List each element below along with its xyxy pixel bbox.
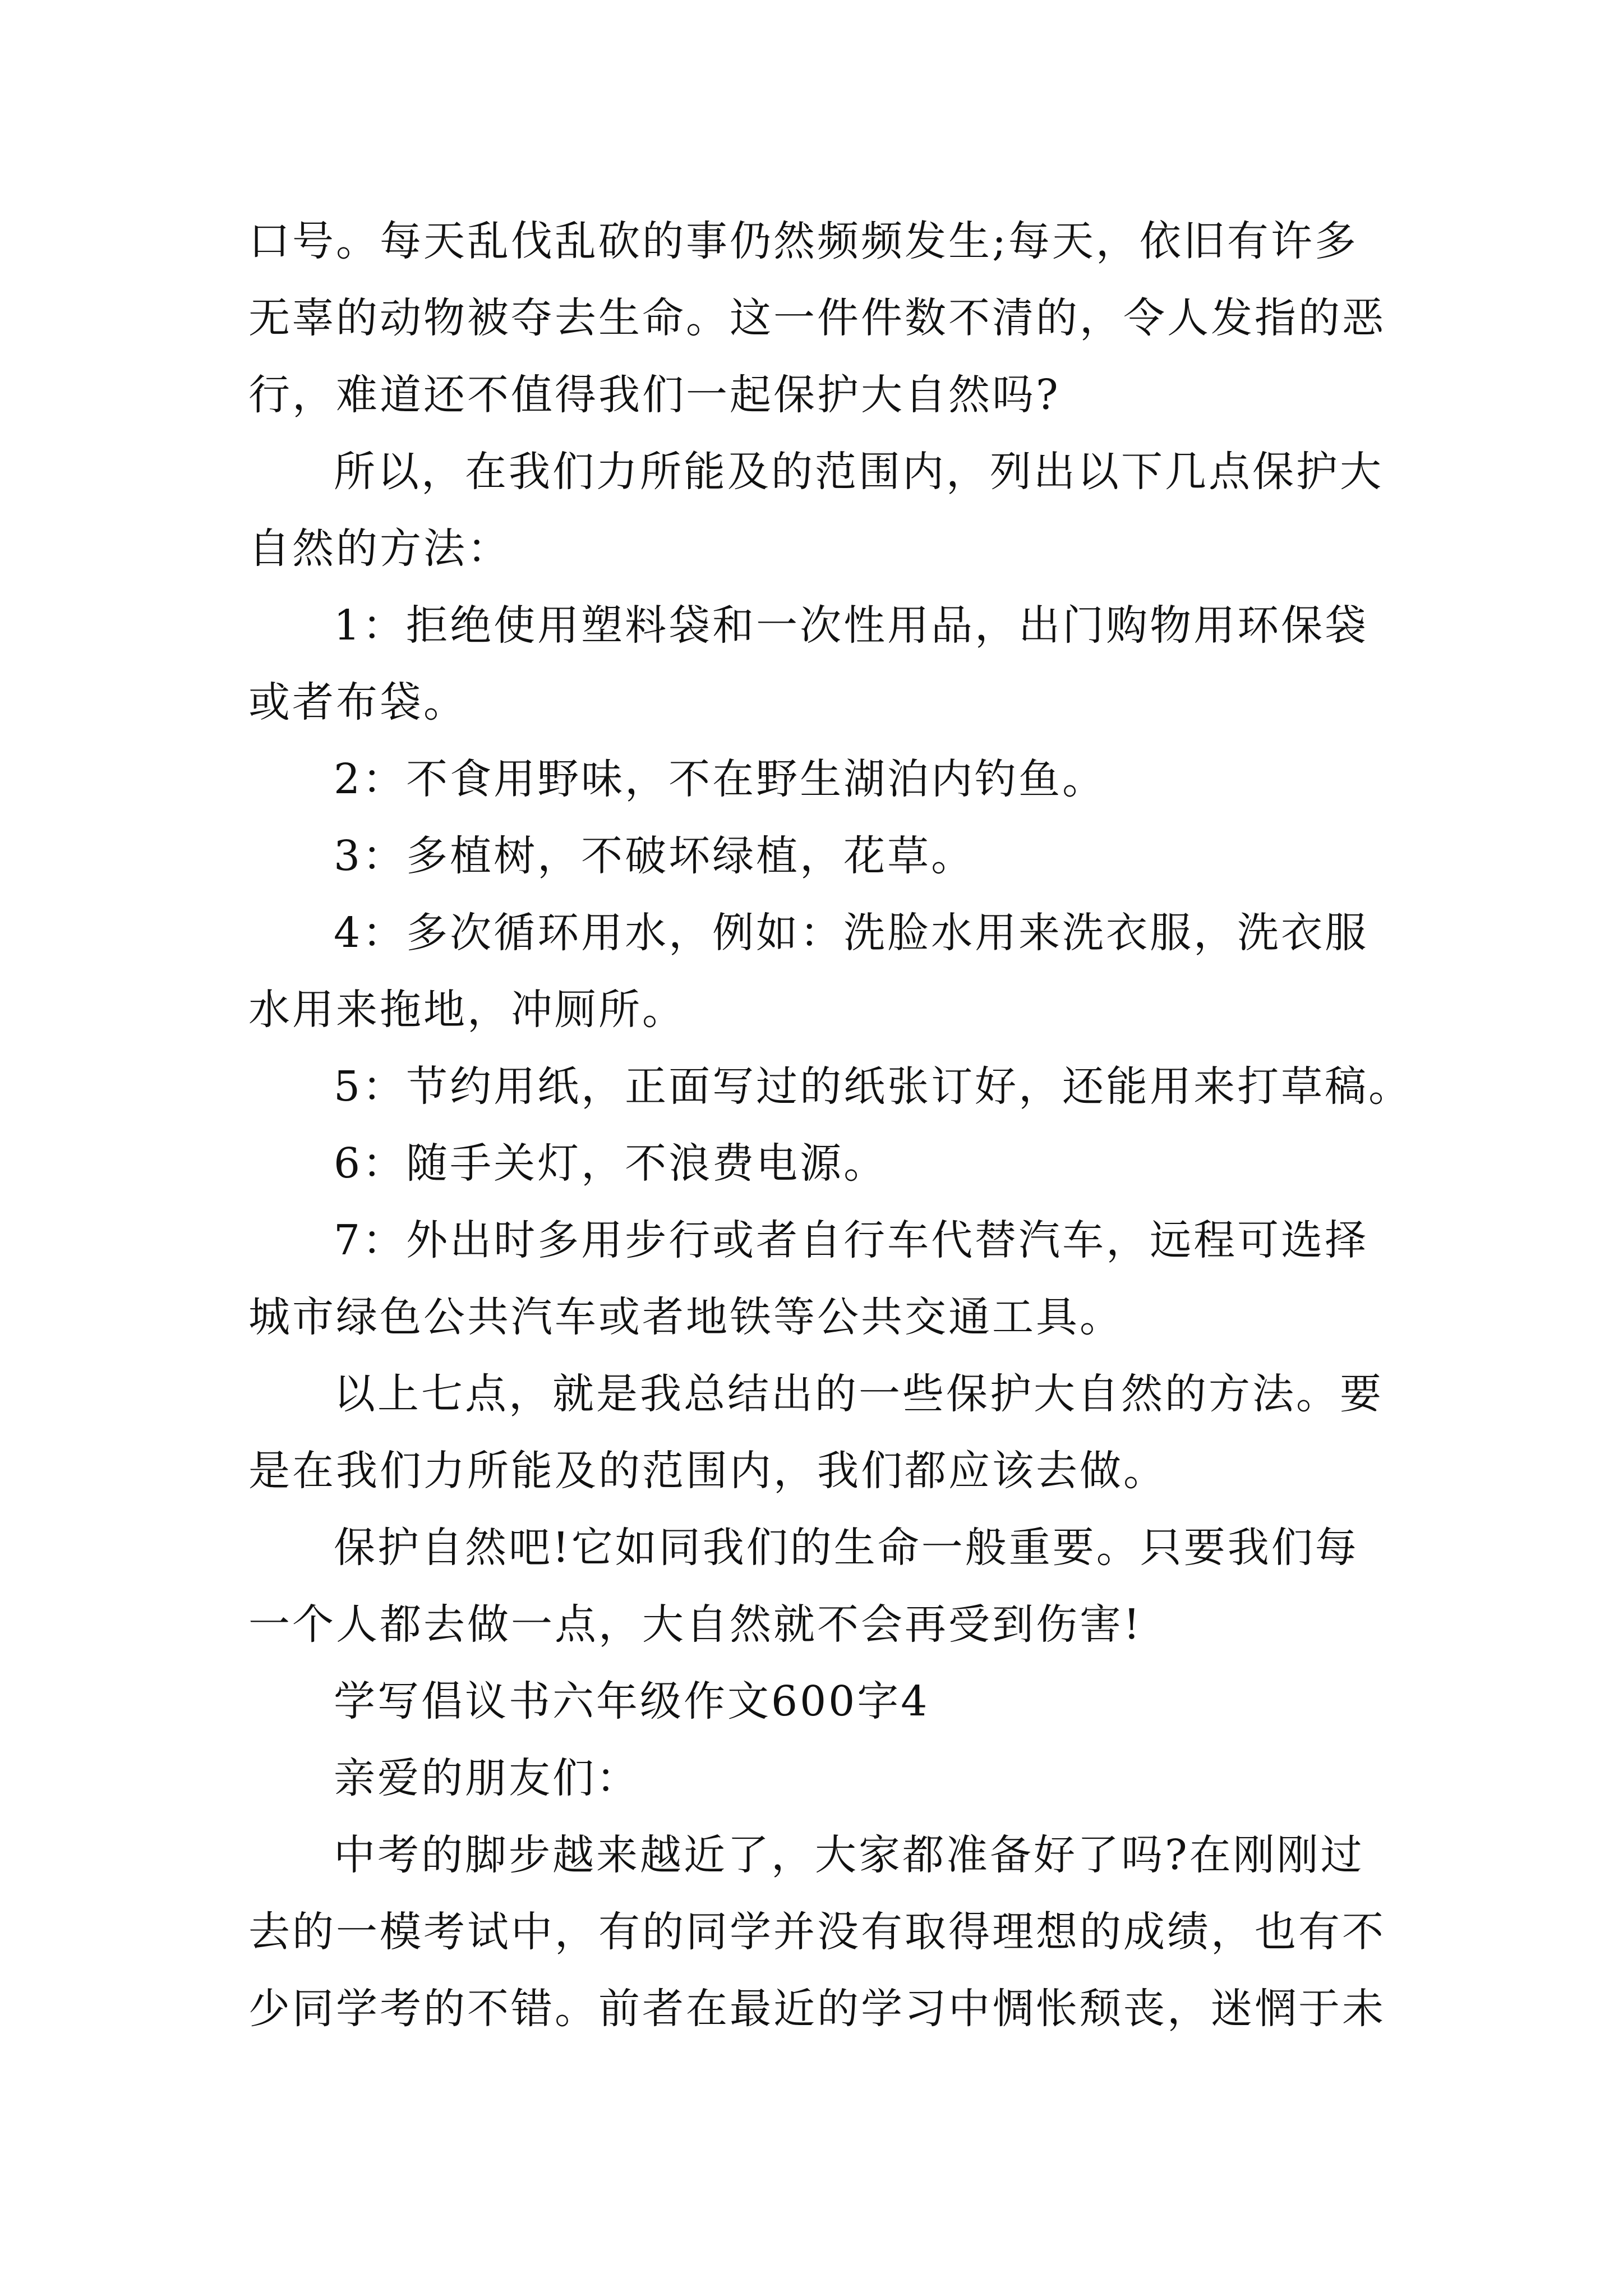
list-item: 2：不食用野味，不在野生湖泊内钓鱼。	[334, 755, 1106, 803]
list-item: 5：节约用纸，正面写过的纸张订好，还能用来打草稿。	[334, 1062, 1413, 1111]
text-line: 是在我们力所能及的范围内，我们都应该去做。	[248, 1447, 1167, 1495]
text-line: 口号。每天乱伐乱砍的事仍然频频发生;每天，依旧有许多	[248, 217, 1358, 265]
text-line: 中考的脚步越来越近了，大家都准备好了吗?在刚刚过	[334, 1831, 1364, 1879]
list-item: 1：拒绝使用塑料袋和一次性用品，出门购物用环保袋	[334, 601, 1369, 650]
list-item: 4：多次循环用水，例如：洗脸水用来洗衣服，洗衣服	[334, 909, 1369, 957]
text-line: 以上七点，就是我总结出的一些保护大自然的方法。要	[334, 1370, 1384, 1418]
text-line: 行，难道还不值得我们一起保护大自然吗?	[248, 371, 1061, 419]
section-heading: 学写倡议书六年级作文600字4	[334, 1677, 930, 1726]
text-line: 所以，在我们力所能及的范围内，列出以下几点保护大	[334, 448, 1384, 496]
text-line: 少同学考的不错。前者在最近的学习中惆怅颓丧，迷惘于未	[248, 1985, 1386, 2033]
salutation: 亲爱的朋友们：	[334, 1754, 640, 1802]
text-line: 城市绿色公共汽车或者地铁等公共交通工具。	[248, 1293, 1123, 1341]
list-item: 3：多植树，不破坏绿植，花草。	[334, 832, 975, 880]
text-line: 一个人都去做一点，大自然就不会再受到伤害!	[248, 1600, 1142, 1649]
list-item: 7：外出时多用步行或者自行车代替汽车，远程可选择	[334, 1216, 1369, 1264]
text-line: 去的一模考试中，有的同学并没有取得理想的成绩，也有不	[248, 1908, 1386, 1956]
text-line: 无辜的动物被夺去生命。这一件件数不清的，令人发指的恶	[248, 294, 1386, 342]
text-line: 水用来拖地，冲厕所。	[248, 986, 686, 1034]
text-line: 自然的方法：	[248, 524, 511, 573]
text-line: 或者布袋。	[248, 678, 467, 726]
list-item: 6：随手关灯，不浪费电源。	[334, 1139, 888, 1188]
text-line: 保护自然吧!它如同我们的生命一般重要。只要我们每	[334, 1524, 1359, 1572]
